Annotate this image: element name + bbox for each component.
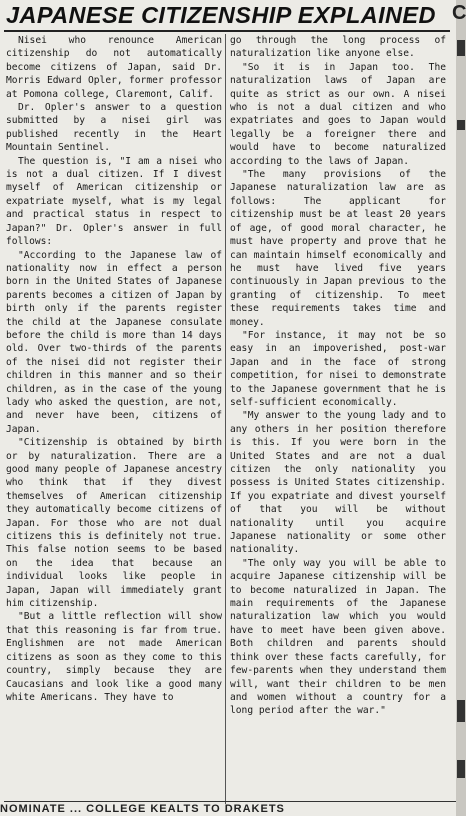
adjacent-text-fragment	[457, 40, 465, 56]
paragraph: "But a little reflection will show that this reasoning is far from true. Englishmen are not made American citizens as soon as they come to this country, simply because they are Caucasians and look like a good many white Americans. They have to	[6, 611, 222, 703]
paragraph: "The only way you will be able to acquire Japanese citizenship will be to become naturalized in Japan. The main requirements of the Japanese naturalization law which you would have to meet have been given above. Both children and parents should think over these facts carefully, for few-parents when they understand them will, want their children to be men and women without a country for a long period after the war."	[230, 557, 446, 717]
next-article-headline: NOMINATE ... COLLEGE KEALTS TO DRAKETS	[0, 803, 285, 815]
right-column	[230, 34, 446, 718]
paragraph: Nisei who renounce American citizenship do not automatically become citizens of Japan, said Dr. Morris Edward Opler, former professor at Pomona college, Claremont, Calif.	[6, 35, 222, 100]
adjacent-column-letter: C	[452, 2, 466, 24]
paragraph: "So it is in Japan too. The naturalization laws of Japan are quite as strict as our own. A nisei who is not a dual citizen and who expatriates and goes to Japan would legally be a foreigner there and would have to become naturalized according to the laws of Japan.	[230, 61, 446, 167]
paragraph: Dr. Opler's answer to a question submitted by a nisei girl was published recently in the Heart Mountain Sentinel.	[6, 102, 222, 154]
paragraph: "My answer to the young lady and to any others in her position therefore is this. If you were born in the United States and are not a dual citizen the only nationality you possess is United States citizenship. If you expatriate and divest yourself of that you will be without nationality until you acquire Japanese nationality or some other nationality.	[230, 410, 446, 556]
paragraph: "The many provisions of the Japanese naturalization law are as follows: The applicant for citizenship must be at least 20 years of age, of good moral character, he must have property and prove that he can maintain himself economically and he must have lived five years continuously in Japan previous to the granting of citizenship. To meet these requirements takes time and money.	[230, 169, 446, 328]
bottom-rule	[4, 801, 456, 802]
headline-rule	[4, 30, 450, 32]
article-headline: JAPANESE CITIZENSHIP EXPLAINED	[6, 2, 436, 28]
left-column	[6, 34, 222, 704]
paragraph: "For instance, it may not be so easy in an impoverished, post-war Japan and in the face of strong competition, for nisei to demonstrate to the Japanese government that he is self-sufficient economically.	[230, 329, 446, 408]
paragraph: go through the long process of naturalization like anyone else.	[230, 35, 446, 60]
paragraph: The question is, "I am a nisei who is not a dual citizen. If I divest myself of American citizenship or expatriate myself, what is my legal and practical status in respect to Japan?" Dr. Opler's answer in full follows:	[6, 155, 222, 248]
paragraph: "According to the Japanese law of nationality now in effect a person born in the United States of Japanese parents becomes a citizen of Japan by birth only if the parents register the child at the Japanese consulate before the child is more than 14 days old. Over two-thirds of the parents of the nisei did not register their children in this manner and so their children, as in the case of the young lady who asked the question, are not, and never have been, citizens of Japan.	[6, 249, 222, 435]
paragraph: "Citizenship is obtained by birth or by naturalization. There are a good many people of Japanese ancestry who think that if they divest themselves of American citizenship they automatically become citizens of Japan. For those who are not dual citizens this is definitely not true. This false notion seems to be based on the idea that because an individual looks like people in Japan, Japan will immediately grant him citizenship.	[6, 437, 222, 610]
adjacent-text-fragment	[457, 120, 465, 130]
adjacent-text-fragment	[457, 700, 465, 722]
adjacent-text-fragment	[457, 760, 465, 778]
column-divider	[225, 34, 226, 804]
